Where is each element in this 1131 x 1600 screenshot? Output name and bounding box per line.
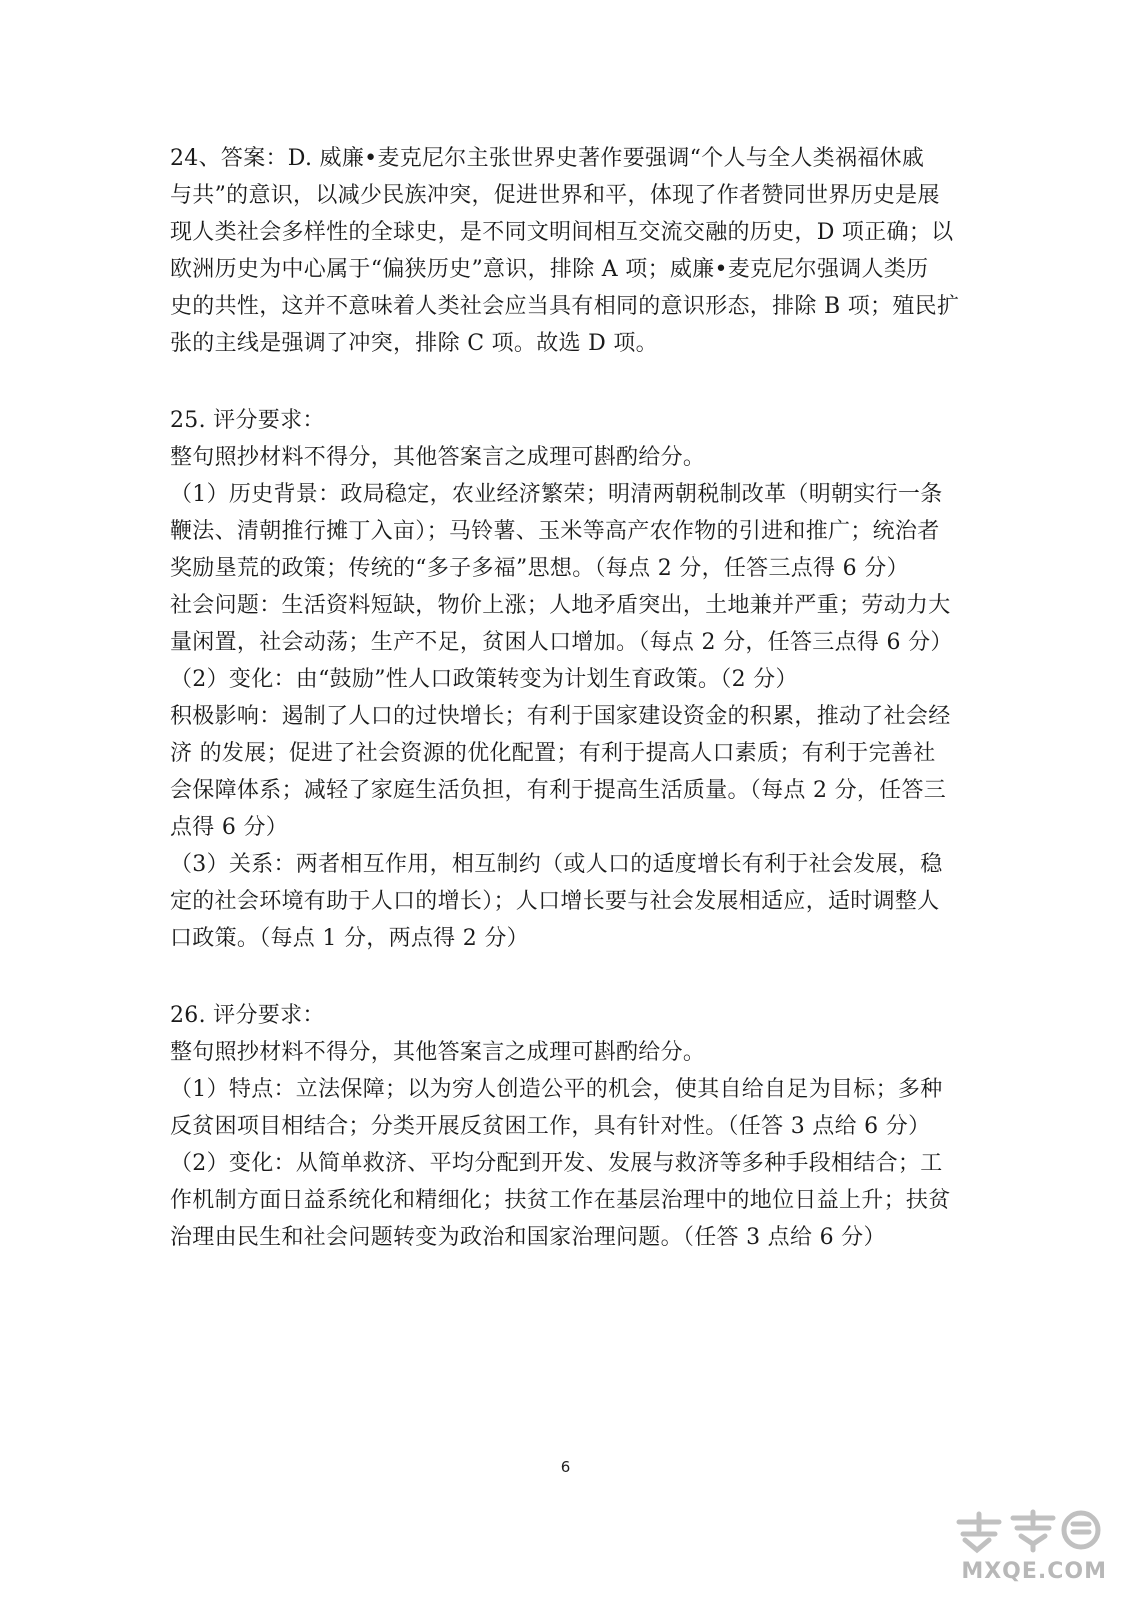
text-line: 鞭法、清朝推行摊丁入亩）；马铃薯、玉米等高产农作物的引进和推广；统治者 [170, 519, 940, 544]
text-line: 24、答案：D. 威廉•麦克尼尔主张世界史著作要强调“个人与全人类祸福休戚 [170, 146, 925, 171]
section-gap [170, 957, 970, 997]
text-line: 作机制方面日益系统化和精细化；扶贫工作在基层治理中的地位日益上升；扶贫 [170, 1188, 951, 1213]
text-line: （1）历史背景：政局稳定，农业经济繁荣；明清两朝税制改革（明朝实行一条 [170, 482, 943, 507]
text-line: 现人类社会多样性的全球史，是不同文明间相互交流交融的历史，D 项正确；以 [170, 220, 954, 245]
page-number: 6 [560, 1458, 571, 1476]
text-line: 史的共性，这并不意味着人类社会应当具有相同的意识形态，排除 B 项；殖民扩 [170, 294, 960, 319]
text-line: （1）特点：立法保障；以为穷人创造公平的机会，使其自给自足为目标；多种 [170, 1077, 943, 1102]
section-gap [170, 362, 970, 402]
watermark-url: MXQE.COM [961, 1559, 1107, 1584]
text-line: 欧洲历史为中心属于“偏狭历史”意识，排除 A 项；威廉•麦克尼尔强调人类历 [170, 257, 929, 282]
text-line: 社会问题：生活资料短缺，物价上涨；人地矛盾突出，土地兼并严重；劳动力大 [170, 593, 951, 618]
text-line: 会保障体系；减轻了家庭生活负担，有利于提高生活质量。（每点 2 分，任答三 [170, 778, 947, 803]
text-line: 积极影响：遏制了人口的过快增长；有利于国家建设资金的积累，推动了社会经 [170, 704, 951, 729]
text-line: （2）变化：从简单救济、平均分配到开发、发展与救济等多种手段相结合；工 [170, 1151, 943, 1176]
text-line: 整句照抄材料不得分，其他答案言之成理可斟酌给分。 [170, 1040, 706, 1065]
text-line: 量闲置，社会动荡；生产不足，贫困人口增加。（每点 2 分，任答三点得 6 分） [170, 630, 953, 655]
text-line: 张的主线是强调了冲突，排除 C 项。故选 D 项。 [170, 331, 658, 356]
text-line: （3）关系：两者相互作用，相互制约（或人口的适度增长有利于社会发展，稳 [170, 852, 943, 877]
text-line: 整句照抄材料不得分，其他答案言之成理可斟酌给分。 [170, 445, 706, 470]
text-line: 治理由民生和社会问题转变为政治和国家治理问题。（任答 3 点给 6 分） [170, 1225, 886, 1250]
text-line: 奖励垦荒的政策；传统的“多子多福”思想。（每点 2 分，任答三点得 6 分） [170, 556, 909, 581]
text-line: 点得 6 分） [170, 815, 289, 840]
text-line: 反贫困项目相结合；分类开展反贫困工作，具有针对性。（任答 3 点给 6 分） [170, 1114, 931, 1139]
section-heading: 25. 评分要求： [170, 408, 325, 433]
text-line: 定的社会环境有助于人口的增长）；人口增长要与社会发展相适应，适时调整人 [170, 889, 940, 914]
section-heading: 26. 评分要求： [170, 1003, 325, 1028]
answer-26-section [170, 997, 970, 1256]
text-line: 口政策。（每点 1 分，两点得 2 分） [170, 926, 529, 951]
text-line: （2）变化：由“鼓励”性人口政策转变为计划生育政策。（2 分） [170, 667, 798, 692]
document-body [170, 140, 970, 1256]
answer-25-section [170, 402, 970, 957]
text-line: 与共”的意识，以减少民族冲突，促进世界和平，体现了作者赞同世界历史是展 [170, 183, 940, 208]
text-line: 济 的发展；促进了社会资源的优化配置；有利于提高人口素质；有利于完善社 [170, 741, 936, 766]
answer-24-section [170, 140, 970, 362]
